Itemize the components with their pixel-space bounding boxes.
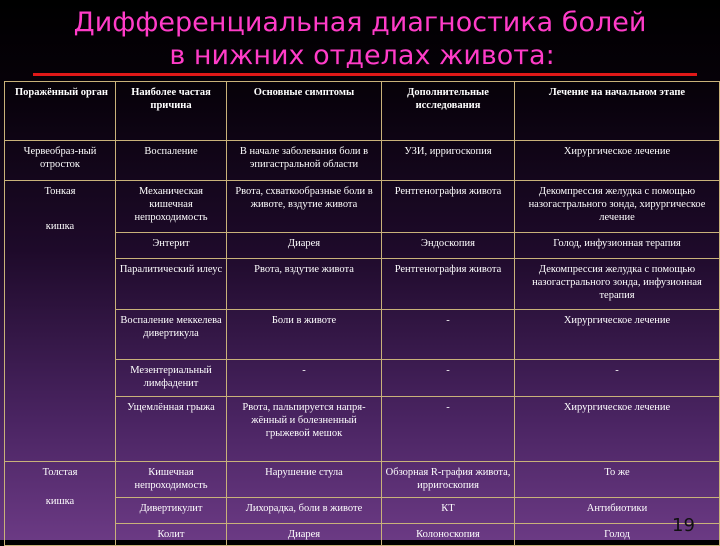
- symptoms-cell: Рвота, пальпируется напря-жённый и болезненный грыжевой мешок: [227, 397, 382, 462]
- header-investigations: Дополнительные исследования: [382, 82, 515, 141]
- symptoms-cell: Диарея: [227, 233, 382, 259]
- organ-label-line1: Толстая: [42, 467, 78, 478]
- slide-title-line2: в нижних отделах живота:: [169, 40, 555, 71]
- symptoms-cell: В начале заболевания боли в эпигастральной области: [227, 141, 382, 181]
- cause-cell: Ущемлённая грыжа: [116, 397, 227, 462]
- treatment-cell: Декомпрессия желудка с помощью назогастрального зонда, хирургическое лечение: [515, 181, 720, 233]
- symptoms-cell: Рвота, вздутие живота: [227, 259, 382, 310]
- symptoms-cell: Боли в животе: [227, 310, 382, 360]
- table-header-row: [5, 82, 720, 141]
- cause-cell: Воспаление меккелева дивертикула: [116, 310, 227, 360]
- slide-title: [0, 6, 720, 72]
- table-row: [5, 181, 720, 233]
- investigations-cell: -: [382, 310, 515, 360]
- table-row: [5, 141, 720, 181]
- treatment-cell: Антибиотики: [515, 498, 720, 524]
- treatment-cell: Хирургическое лечение: [515, 310, 720, 360]
- investigations-cell: УЗИ, ирригоскопия: [382, 141, 515, 181]
- organ-cell-small-intestine: [5, 181, 116, 462]
- cause-cell: Кишечная непроходимость: [116, 462, 227, 498]
- header-symptoms: Основные симптомы: [227, 82, 382, 141]
- organ-label-line1: Тонкая: [44, 186, 76, 197]
- symptoms-cell: Нарушение стула: [227, 462, 382, 498]
- investigations-cell: Колоноскопия: [382, 524, 515, 546]
- cause-cell: Дивертикулит: [116, 498, 227, 524]
- symptoms-cell: Лихорадка, боли в животе: [227, 498, 382, 524]
- investigations-cell: Рентгенография живота: [382, 181, 515, 233]
- treatment-cell: -: [515, 360, 720, 397]
- symptoms-cell: Диарея: [227, 524, 382, 546]
- treatment-cell: Декомпрессия желудка с помощью назогастрального зонда, инфузионная терапия: [515, 259, 720, 310]
- investigations-cell: Обзорная R-графия живота, ирригоскопия: [382, 462, 515, 498]
- cause-cell: Энтерит: [116, 233, 227, 259]
- cause-cell: Колит: [116, 524, 227, 546]
- organ-cell: Червеобраз-ный отросток: [5, 141, 116, 181]
- slide-title-line1: Дифференциальная диагностика болей: [73, 7, 647, 38]
- investigations-cell: КТ: [382, 498, 515, 524]
- symptoms-cell: Рвота, схваткообразные боли в животе, вздутие живота: [227, 181, 382, 233]
- investigations-cell: Эндоскопия: [382, 233, 515, 259]
- differential-diagnosis-table: [4, 81, 720, 546]
- cause-cell: Паралитический илеус: [116, 259, 227, 310]
- header-organ: Поражённый орган: [5, 82, 116, 141]
- cause-cell: Механическая кишечная непроходимость: [116, 181, 227, 233]
- treatment-cell: Хирургическое лечение: [515, 397, 720, 462]
- treatment-cell: Голод: [515, 524, 720, 546]
- header-cause: Наиболее частая причина: [116, 82, 227, 141]
- investigations-cell: -: [382, 360, 515, 397]
- cause-cell: Воспаление: [116, 141, 227, 181]
- treatment-cell: Хирургическое лечение: [515, 141, 720, 181]
- header-treatment: Лечение на начальном этапе: [515, 82, 720, 141]
- symptoms-cell: -: [227, 360, 382, 397]
- page-number: 19: [672, 515, 695, 536]
- investigations-cell: -: [382, 397, 515, 462]
- organ-label-line2: кишка: [45, 221, 75, 232]
- treatment-cell: Голод, инфузионная терапия: [515, 233, 720, 259]
- table-row: [5, 462, 720, 498]
- organ-cell-large-intestine: [5, 462, 116, 546]
- investigations-cell: Рентгенография живота: [382, 259, 515, 310]
- cause-cell: Мезентериальный лимфаденит: [116, 360, 227, 397]
- treatment-cell: То же: [515, 462, 720, 498]
- organ-label-line2: кишка: [45, 496, 75, 507]
- title-underline: [33, 73, 697, 76]
